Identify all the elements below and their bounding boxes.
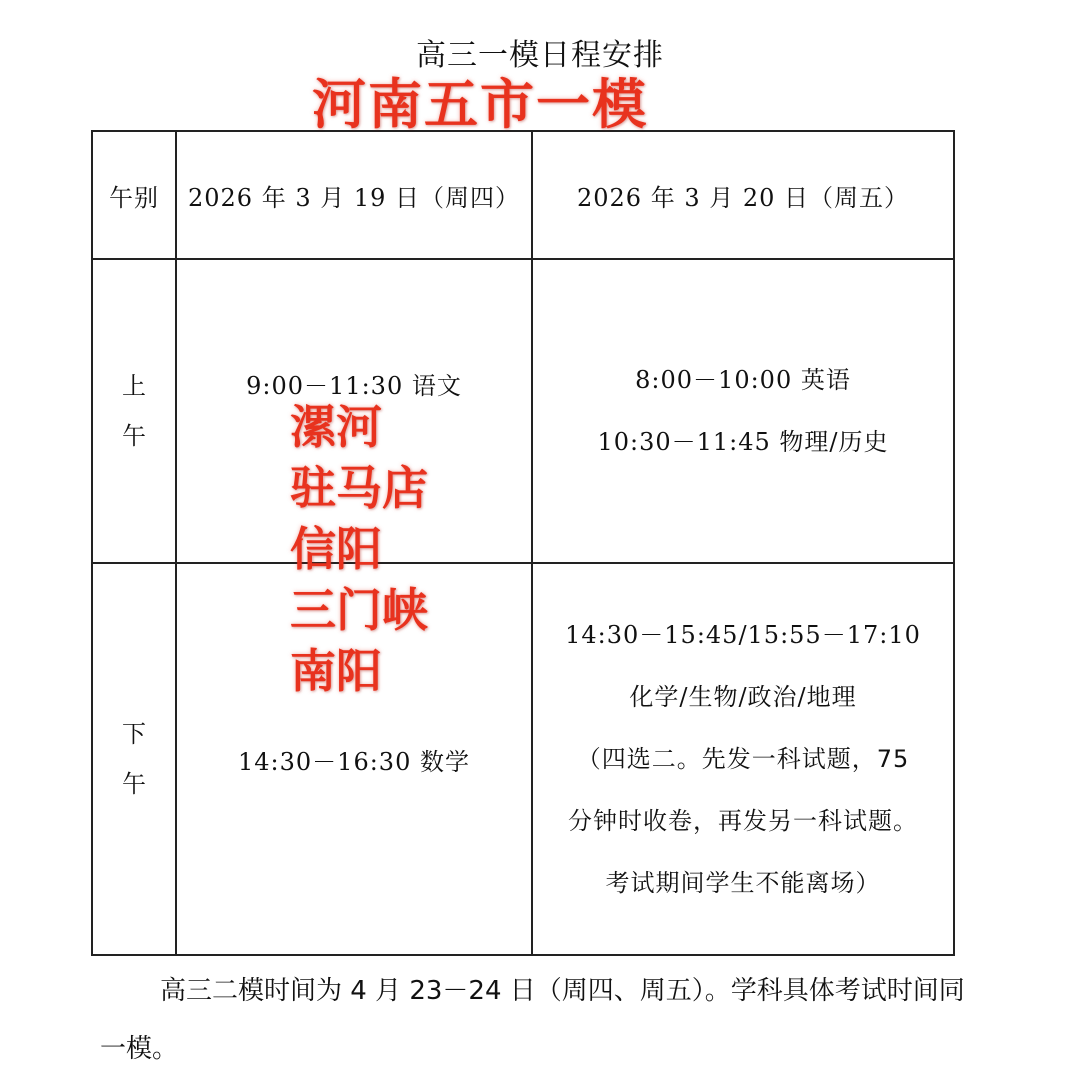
- schedule-table: [91, 130, 955, 956]
- overlay-city: 三门峡: [290, 583, 428, 637]
- overlay-city: 信阳: [290, 522, 382, 576]
- header-period-label: 午别: [109, 183, 159, 212]
- table-row-morning: [92, 259, 954, 563]
- page-title: 高三一模日程安排: [416, 38, 664, 73]
- afternoon-day2-cell: [532, 563, 954, 955]
- header-day2-label: 2026 年 3 月 20 日（周五）: [576, 183, 910, 212]
- footnote: 高三二模时间为 4 月 23－24 日（周四、周五）。学科具体考试时间同一模。: [100, 976, 965, 1064]
- afternoon-day1-exam: 14:30－16:30 数学: [238, 748, 470, 776]
- period-char: 午: [122, 770, 146, 798]
- table-row-afternoon: [92, 563, 954, 955]
- header-day1-label: 2026 年 3 月 19 日（周四）: [187, 183, 521, 212]
- period-char: 上: [122, 372, 146, 400]
- afternoon-day2-time: 14:30－15:45/15:55－17:10: [565, 621, 921, 649]
- overlay-city: 漯河: [290, 400, 382, 454]
- overlay-city: 驻马店: [290, 461, 428, 515]
- table-header-row: [92, 131, 954, 259]
- header-day1-cell: [176, 131, 532, 259]
- morning-day2-exam: 10:30－11:45 物理/历史: [597, 428, 889, 456]
- morning-day2-exam: 8:00－10:00 英语: [635, 366, 851, 394]
- afternoon-period-cell: [92, 563, 176, 955]
- morning-day2-cell: [532, 259, 954, 563]
- period-char: 下: [122, 720, 146, 748]
- period-char: 午: [122, 422, 146, 450]
- overlay-city: 南阳: [290, 644, 382, 698]
- afternoon-day2-subjects: 化学/生物/政治/地理: [629, 683, 857, 711]
- morning-period-cell: [92, 259, 176, 563]
- afternoon-day2-note: （四选二。先发一科试题，75: [576, 745, 910, 773]
- afternoon-period-label: [93, 709, 175, 809]
- overlay-city-list: [290, 397, 428, 702]
- morning-period-label: [93, 361, 175, 461]
- header-day2-cell: [532, 131, 954, 259]
- overlay-headline: 河南五市一模: [312, 72, 648, 136]
- afternoon-day2-note: 分钟时收卷，再发另一科试题。: [568, 807, 918, 835]
- header-period-cell: [92, 131, 176, 259]
- afternoon-day2-note: 考试期间学生不能离场）: [605, 869, 881, 897]
- morning-day1-exam: 9:00－11:30 语文: [246, 372, 462, 400]
